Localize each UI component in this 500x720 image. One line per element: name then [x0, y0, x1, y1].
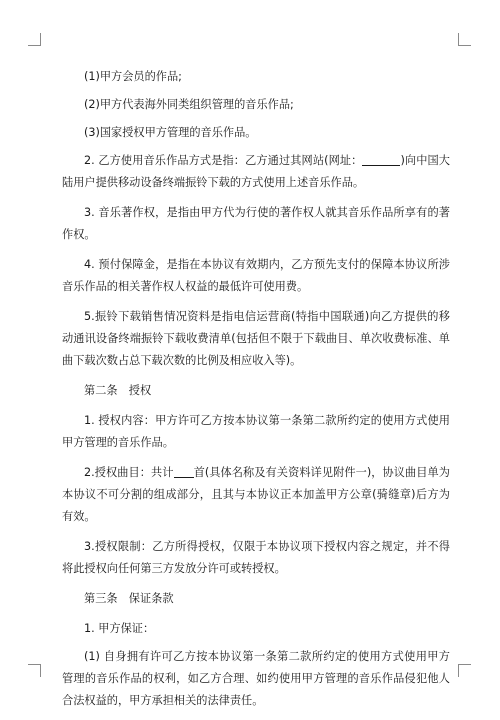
crop-mark-top-left — [28, 33, 41, 46]
clause-party-a-guarantee: 1. 甲方保证： — [84, 622, 155, 635]
document-page — [62, 66, 450, 720]
crop-mark-bottom-left — [28, 664, 41, 677]
crop-mark-top-right — [458, 33, 471, 46]
clause-item-1: (1)甲方会员的作品; — [84, 70, 182, 83]
clause-authorized-tracks — [62, 462, 450, 528]
clause-deposit-definition: 4. 预付保障金，是指在本协议有效期内，乙方预先支付的保障本协议所涉音乐作品的相关著作权人权益的最低许可使用费。 — [62, 258, 450, 293]
clause-authorized-tracks-text: 2.授权曲目：共计 — [84, 466, 174, 479]
clause-item-2: (2)甲方代表海外同类组织管理的音乐作品; — [84, 98, 294, 111]
crop-mark-bottom-right — [458, 664, 471, 677]
clause-usage-method — [62, 150, 450, 194]
clause-usage-method-text-cont: )向中国大陆用户提供移动设备终端振铃下载的方式使用上述音乐作品。 — [62, 154, 450, 189]
clause-authorization-limits: 3.授权限制：乙方所得授权，仅限于本协议项下授权内容之规定，并不得将此授权向任何第三方发放分许可或转授权。 — [62, 540, 450, 575]
article-2-heading: 第二条 授权 — [84, 384, 152, 397]
clause-authorized-tracks-text-cont: 首(具体名称及有关资料详见附件一)，协议曲目单为本协议不可分割的组成部分，且其与本协议正本加盖甲方公章(骑缝章)后方为有效。 — [62, 466, 450, 523]
clause-item-3: (3)国家授权甲方管理的音乐作品。 — [84, 126, 257, 139]
clause-copyright-definition: 3. 音乐著作权，是指由甲方代为行使的著作权人就其音乐作品所享有的著作权。 — [62, 206, 450, 241]
clause-party-a-guarantee-1: (1) 自身拥有许可乙方按本协议第一条第二款所约定的使用方式使用甲方管理的音乐作品的权利，如乙方合理、如约使用甲方管理的音乐作品侵犯他人合法权益的，甲方承担相关的法律责任。 — [62, 650, 450, 707]
clause-authorization-content: 1. 授权内容：甲方许可乙方按本协议第一条第二款所约定的使用方式使用甲方管理的音乐作品。 — [62, 414, 450, 449]
website-blank-field — [362, 153, 400, 166]
clause-sales-data-definition: 5.振铃下载销售情况资料是指电信运营商(特指中国联通)向乙方提供的移动通讯设备终端振铃下载收费清单(包括但不限于下载曲目、单次收费标准、单曲下载次数占总下载次数的比例及相应收入等)。 — [62, 310, 450, 367]
track-count-blank-field — [174, 465, 194, 478]
clause-usage-method-text: 2. 乙方使用音乐作品方式是指：乙方通过其网站(网址： — [84, 154, 363, 167]
article-3-heading: 第三条 保证条款 — [84, 592, 174, 605]
